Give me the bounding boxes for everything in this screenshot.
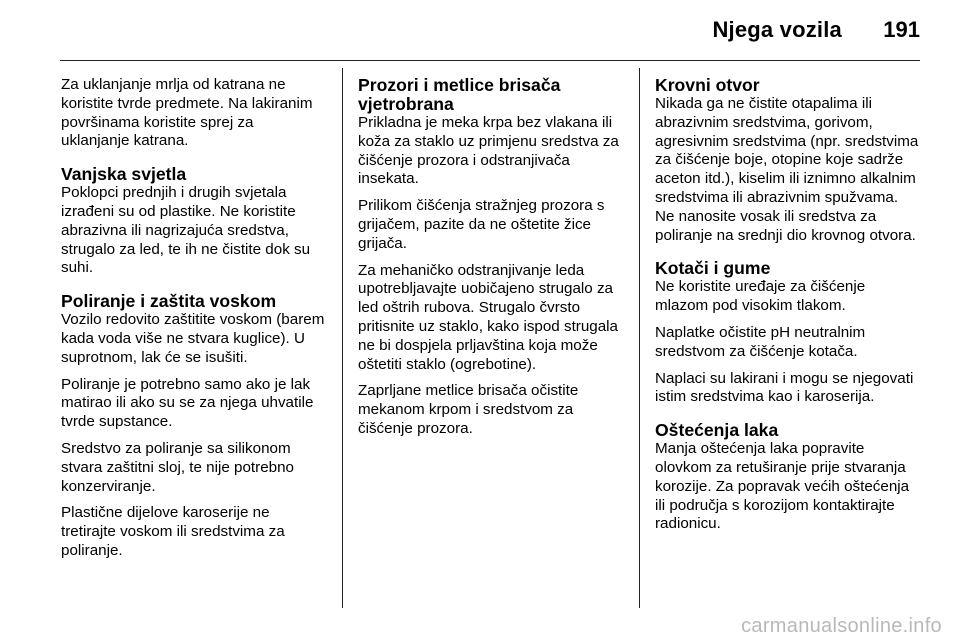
paragraph: Prilikom čišćenja stražnjeg prozora s grijačem, pazite da ne oštetite žice grijača. [358,197,605,252]
section-tar-removal [61,76,325,151]
section-exterior-lights [61,165,325,278]
paragraph: Zaprljane metlice brisača očistite mekanom krpom i sredstvom za čišćenje prozora. [358,382,579,437]
page-number: 191 [883,17,920,42]
column-1 [61,76,325,575]
page-title: Njega vozila [712,17,842,42]
paragraph: Vozilo redovito zaštitite voskom (barem kada voda više ne stvara kuglice). U suprotnom, lak će se isušiti. [61,311,325,366]
section-sunroof [655,76,919,245]
column-divider [342,68,343,608]
column-3 [655,76,919,548]
section-heading: Oštećenja laka [655,420,779,441]
column-2 [358,76,622,453]
section-heading: Prozori i metlice brisača vjetrobrana [358,75,561,114]
paragraph: Prikladna je meka krpa bez vlakana ili koža za staklo uz primjenu sredstva za čišćenje prozora i odstranjivača insekata. [358,114,619,188]
section-heading: Kotači i gume [655,258,771,279]
paragraph: Sredstvo za poliranje sa silikonom stvara zaštitni sloj, te nije potrebno konzerviranje. [61,439,294,495]
paragraph: Ne koristite uređaje za čišćenje mlazom pod visokim tlakom. [655,278,866,315]
page-header [0,0,960,62]
section-polishing-waxing [61,292,325,561]
paragraph: Poliranje je potrebno samo ako je lak matirao ili ako su se za njega uhvatile tvrde supstance. [61,375,314,431]
header-divider [60,60,920,61]
paragraph: Manja oštećenja laka popravite olovkom za retuširanje prije stvaranja korozije. Za popravak većih oštećenja ili područja s korozijom kontaktirajte radionicu. [655,440,910,533]
column-divider [639,68,640,608]
paragraph: Za uklanjanje mrlja od katrana ne koristite tvrde predmete. Na lakiranim površinama koristite sprej za uklanjanje katrana. [61,76,313,150]
section-windows-wipers [358,76,622,439]
paragraph: Poklopci prednjih i drugih svjetala izrađeni su od plastike. Ne koristite abrazivna ili nagrizajuća sredstva, strugalo za led, te ih ne čistite dok su suhi. [61,184,311,277]
section-paint-damage [655,421,919,534]
section-heading: Poliranje i zaštita voskom [61,291,277,312]
paragraph: Naplatke očistite pH neutralnim sredstvom za čišćenje kotača. [655,323,866,360]
section-heading: Krovni otvor [655,75,760,95]
section-wheels-tyres [655,259,919,407]
paragraph: Za mehaničko odstranjivanje leda upotrebljavajte uobičajeno strugalo za led oštrih rubova. Strugalo čvrsto pritisnite uz staklo, kako ispod strugala ne bi dospjela prljavština koja može oštetiti staklo (ogrebotine). [358,261,619,373]
paragraph: Naplaci su lakirani i mogu se njegovati istim sredstvima kao i karoserija. [655,369,914,406]
paragraph: Nikada ga ne čistite otapalima ili abrazivnim sredstvima, gorivom, agresivnim sredstvima (npr. sredstvima za čišćenje boje, otopine koje sadrže aceton itd.), kiselim ili iznimno alkalnim sredstvima ili abrazivnim spužvama. Ne nanosite vosak ili sredstva za poliranje na srednji dio krovnog otvora. [655,95,919,244]
paragraph: Plastične dijelove karoserije ne tretirajte voskom ili sredstvima za poliranje. [61,504,285,559]
watermark: carmanualsonline.info [741,615,942,637]
section-heading: Vanjska svjetla [61,164,187,185]
